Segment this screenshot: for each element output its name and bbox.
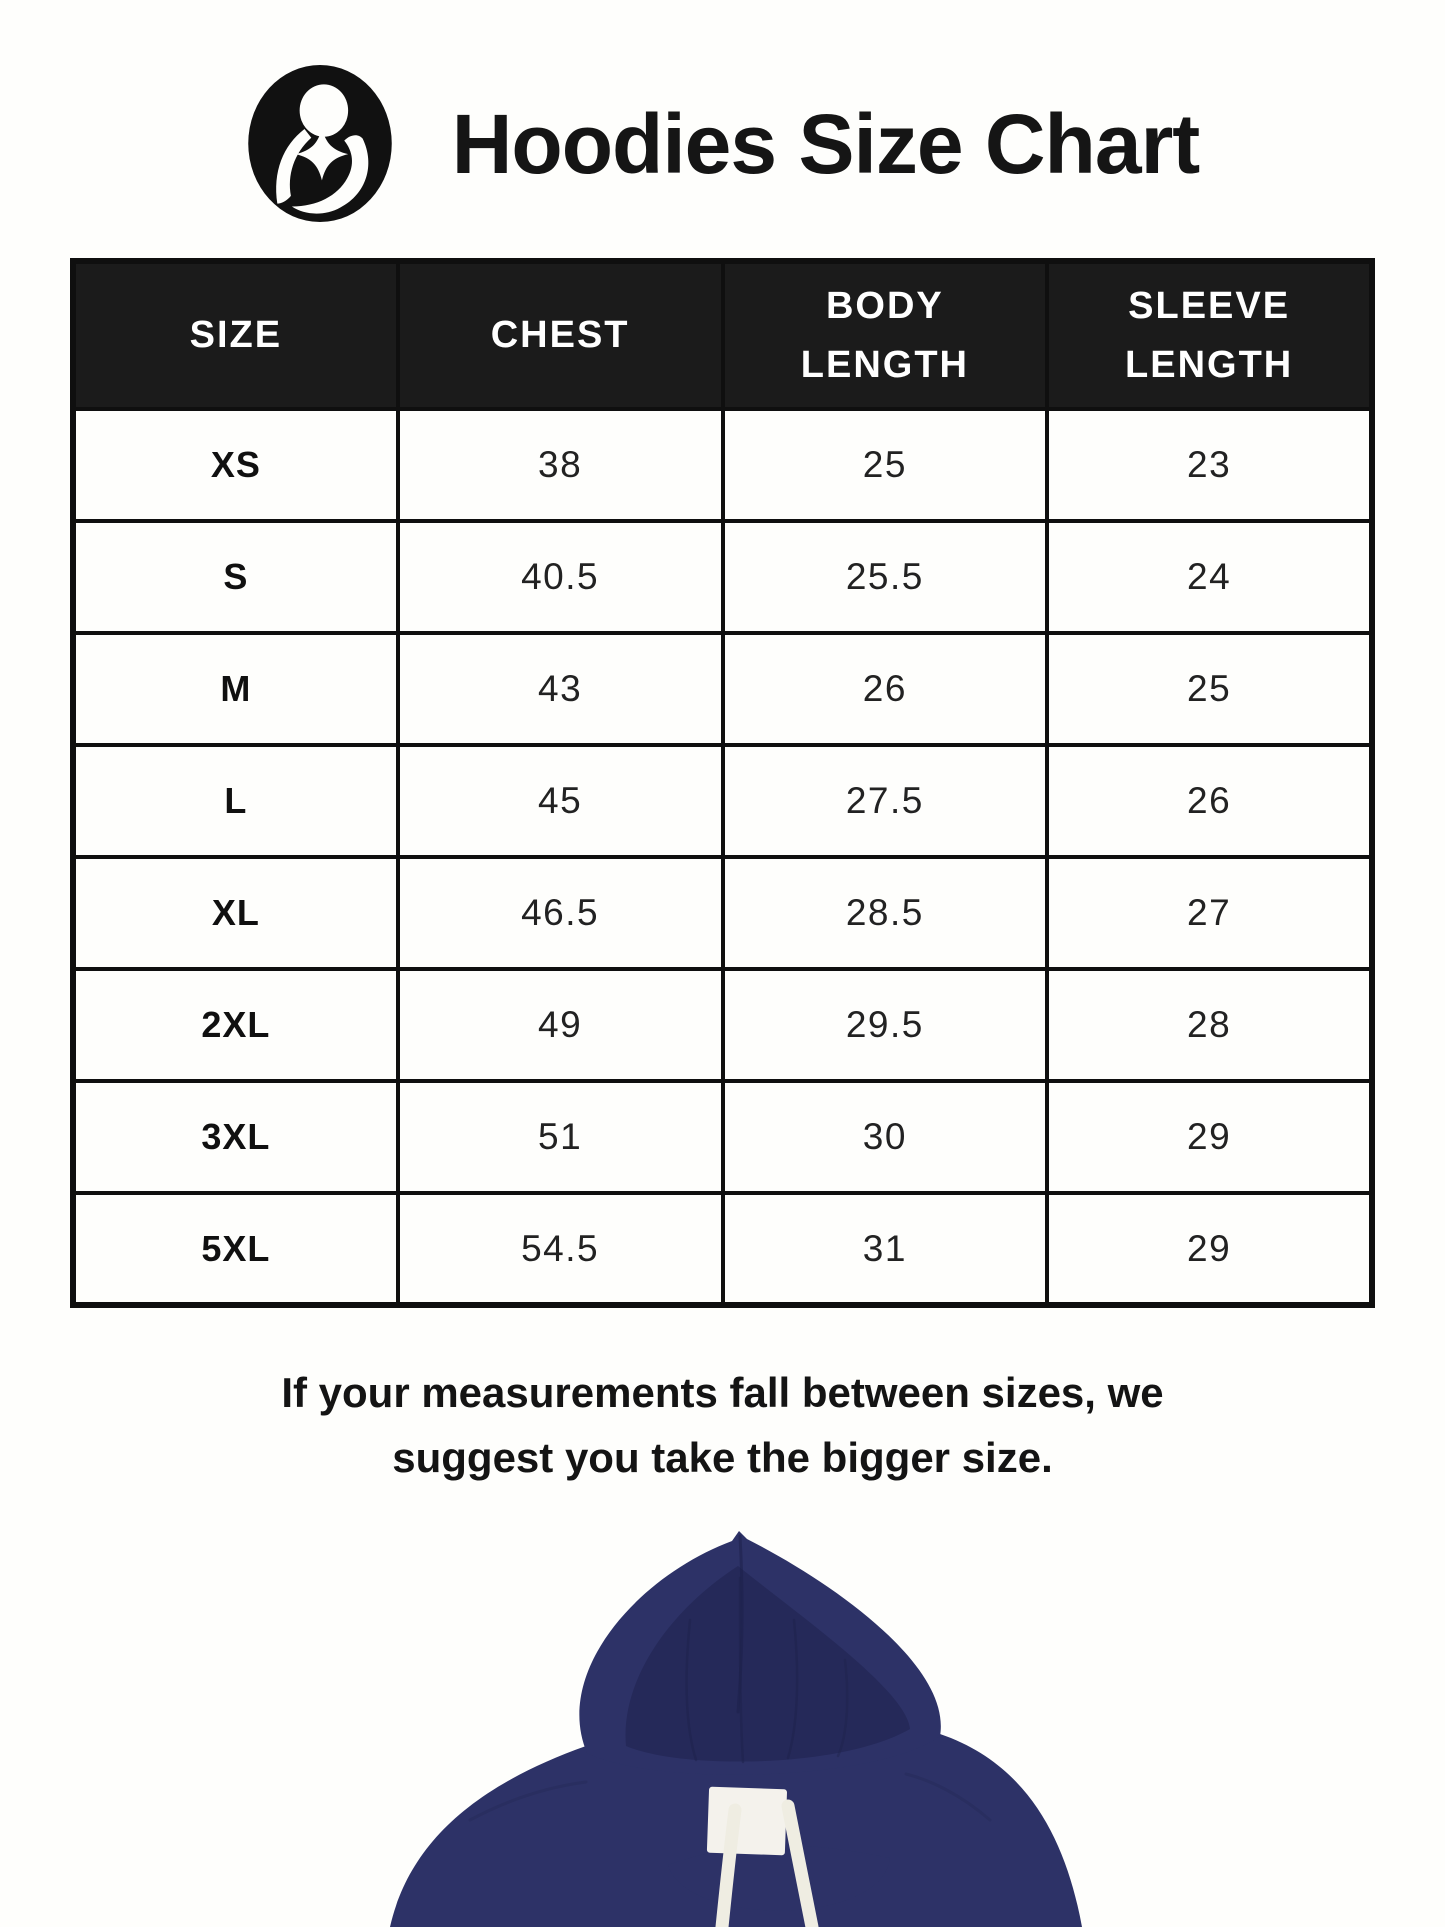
column-header-size: SIZE bbox=[73, 261, 398, 409]
table-row bbox=[73, 409, 1372, 521]
sleeve-length-cell: 29 bbox=[1047, 1193, 1372, 1305]
sleeve-length-cell: 24 bbox=[1047, 521, 1372, 633]
size-cell: S bbox=[73, 521, 398, 633]
chest-cell: 54.5 bbox=[398, 1193, 723, 1305]
chest-cell: 51 bbox=[398, 1081, 723, 1193]
sleeve-length-cell: 28 bbox=[1047, 969, 1372, 1081]
brand-logo-icon bbox=[246, 64, 394, 224]
chest-cell: 49 bbox=[398, 969, 723, 1081]
table-row bbox=[73, 745, 1372, 857]
size-chart-section bbox=[70, 258, 1375, 1308]
body-length-cell: 28.5 bbox=[723, 857, 1048, 969]
sizing-note bbox=[0, 1360, 1445, 1490]
table-row bbox=[73, 633, 1372, 745]
body-length-cell: 25 bbox=[723, 409, 1048, 521]
sizing-note-line1: If your measurements fall between sizes, we bbox=[281, 1369, 1164, 1416]
column-header-sleeve-length: SLEEVE LENGTH bbox=[1047, 261, 1372, 409]
chest-cell: 43 bbox=[398, 633, 723, 745]
sleeve-length-cell: 25 bbox=[1047, 633, 1372, 745]
page-title: Hoodies Size Chart bbox=[451, 96, 1200, 191]
size-chart-table bbox=[70, 258, 1375, 1308]
sleeve-length-cell: 26 bbox=[1047, 745, 1372, 857]
body-length-cell: 29.5 bbox=[723, 969, 1048, 1081]
header-row bbox=[73, 261, 1372, 409]
body-length-cell: 25.5 bbox=[723, 521, 1048, 633]
chest-cell: 46.5 bbox=[398, 857, 723, 969]
chest-cell: 40.5 bbox=[398, 521, 723, 633]
body-length-cell: 27.5 bbox=[723, 745, 1048, 857]
chest-cell: 45 bbox=[398, 745, 723, 857]
body-length-cell: 26 bbox=[723, 633, 1048, 745]
brand-header bbox=[0, 0, 1445, 230]
sizing-note-line2: suggest you take the bigger size. bbox=[392, 1434, 1053, 1482]
chest-cell: 38 bbox=[398, 409, 723, 521]
size-cell: 3XL bbox=[73, 1081, 398, 1193]
size-cell: XS bbox=[73, 409, 398, 521]
table-row bbox=[73, 521, 1372, 633]
size-cell: 5XL bbox=[73, 1193, 398, 1305]
table-row bbox=[73, 969, 1372, 1081]
sleeve-length-cell: 29 bbox=[1047, 1081, 1372, 1193]
size-cell: L bbox=[73, 745, 398, 857]
size-cell: M bbox=[73, 633, 398, 745]
column-header-chest: CHEST bbox=[398, 261, 723, 409]
table-row bbox=[73, 1081, 1372, 1193]
sleeve-length-cell: 23 bbox=[1047, 409, 1372, 521]
size-cell: XL bbox=[73, 857, 398, 969]
size-cell: 2XL bbox=[73, 969, 398, 1081]
navy-hoodie-photo bbox=[350, 1520, 1095, 1927]
body-length-cell: 30 bbox=[723, 1081, 1048, 1193]
column-header-body-length: BODY LENGTH bbox=[723, 261, 1048, 409]
sleeve-length-cell: 27 bbox=[1047, 857, 1372, 969]
table-row bbox=[73, 857, 1372, 969]
table-row bbox=[73, 1193, 1372, 1305]
body-length-cell: 31 bbox=[723, 1193, 1048, 1305]
